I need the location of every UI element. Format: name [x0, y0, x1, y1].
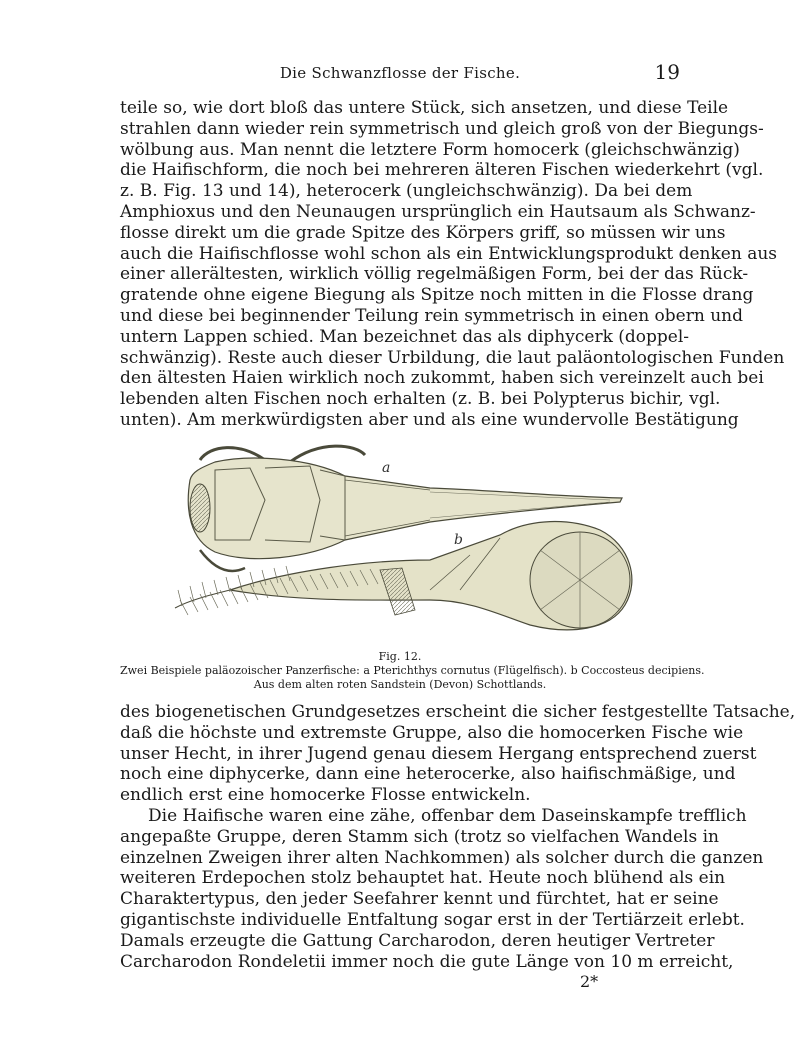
- text-line: wölbung aus. Man nennt die letztere Form homocerk (gleichschwänzig): [120, 139, 740, 160]
- text-line: lebenden alten Fischen noch erhalten (z. B. bei Polypterus bichir, vgl.: [120, 389, 721, 410]
- text-line: unten). Am merkwürdigsten aber und als eine wundervolle Bestätigung: [120, 409, 739, 430]
- text-line: einer allerältesten, wirklich völlig regelmäßigen Form, bei der das Rück-: [120, 264, 749, 285]
- text-line: und diese bei beginnender Teilung rein symmetrisch in einen obern und: [120, 305, 743, 326]
- text-line: endlich erst eine homocerke Flosse entwickeln.: [120, 785, 531, 806]
- text-line: Die Haifische waren eine zähe, offenbar dem Daseinskampfe trefflich: [148, 805, 747, 826]
- figure-12: [170, 440, 640, 648]
- text-line: Damals erzeugte die Gattung Carcharodon, deren heutiger Vertreter: [120, 930, 715, 951]
- text-line: auch die Haifischflosse wohl schon als ein Entwicklungsprodukt denken aus: [120, 243, 778, 264]
- text-line: unser Hecht, in ihrer Jugend genau diesem Hergang entsprechend zuerst: [120, 743, 757, 764]
- fish-illustration: [170, 440, 640, 648]
- text-line: gigantischste individuelle Entfaltung sogar erst in der Tertiärzeit erlebt.: [120, 909, 745, 930]
- text-line: teile so, wie dort bloß das untere Stück, sich ansetzen, und diese Teile: [120, 98, 729, 118]
- bottom-paragraphs: [120, 702, 796, 972]
- caption-line: Aus dem alten roten Sandstein (Devon) Schottlands.: [253, 678, 547, 691]
- text-line: weiteren Erdepochen stolz behauptet hat. Heute noch blühend als ein: [120, 868, 726, 889]
- text-line: Carcharodon Rondeletii immer noch die gute Länge von 10 m erreicht,: [120, 951, 734, 972]
- running-title: Die Schwanzflosse der Fische.: [279, 64, 521, 82]
- caption-line: Zwei Beispiele paläozoischer Panzerfische: a Pterichthys cornutus (Flügelfisch). b Coccosteus decipiens.: [120, 664, 705, 677]
- text-line: des biogenetischen Grundgesetzes erscheint die sicher festgestellte Tatsache,: [120, 702, 796, 722]
- page-number: 19: [654, 60, 680, 84]
- text-line: z. B. Fig. 13 und 14), heterocerk (ungleichschwänzig). Da bei dem: [120, 181, 693, 202]
- text-line: angepaßte Gruppe, deren Stamm sich (trotz so vielfachen Wandels in: [120, 826, 719, 847]
- figure-caption: [120, 650, 705, 692]
- sheet-signature: 2*: [580, 972, 599, 991]
- text-line: den ältesten Haien wirklich noch zukommt, haben sich vereinzelt auch bei: [120, 368, 764, 389]
- text-line: einzelnen Zweigen ihrer alten Nachkommen) als solcher durch die ganzen: [120, 847, 764, 868]
- figure-label-b: b: [454, 532, 463, 548]
- text-line: die Haifischform, die noch bei mehreren älteren Fischen wiederkehrt (vgl.: [120, 160, 764, 181]
- text-line: untern Lappen schied. Man bezeichnet das als diphycerk (doppel-: [120, 326, 690, 347]
- text-line: Amphioxus und den Neunaugen ursprünglich ein Hautsaum als Schwanz-: [120, 201, 756, 222]
- top-paragraph: [120, 98, 785, 431]
- text-line: flosse direkt um die grade Spitze des Körpers griff, so müssen wir uns: [120, 222, 726, 243]
- text-line: strahlen dann wieder rein symmetrisch und gleich groß von der Biegungs-: [120, 118, 764, 139]
- text-line: noch eine diphycerke, dann eine heterocerke, also haifischmäßige, und: [120, 764, 736, 785]
- text-line: Charaktertypus, den jeder Seefahrer kennt und fürchtet, hat er seine: [120, 889, 719, 910]
- figure-number: Fig. 12.: [378, 650, 422, 663]
- text-line: schwänzig). Reste auch dieser Urbildung, die laut paläontologischen Funden: [120, 347, 785, 368]
- text-line: gratende ohne eigene Biegung als Spitze noch mitten in die Flosse drang: [120, 285, 754, 306]
- text-line: daß die höchste und extremste Gruppe, also die homocerken Fische wie: [120, 722, 744, 743]
- figure-label-a: a: [382, 460, 391, 476]
- running-head: [120, 60, 680, 88]
